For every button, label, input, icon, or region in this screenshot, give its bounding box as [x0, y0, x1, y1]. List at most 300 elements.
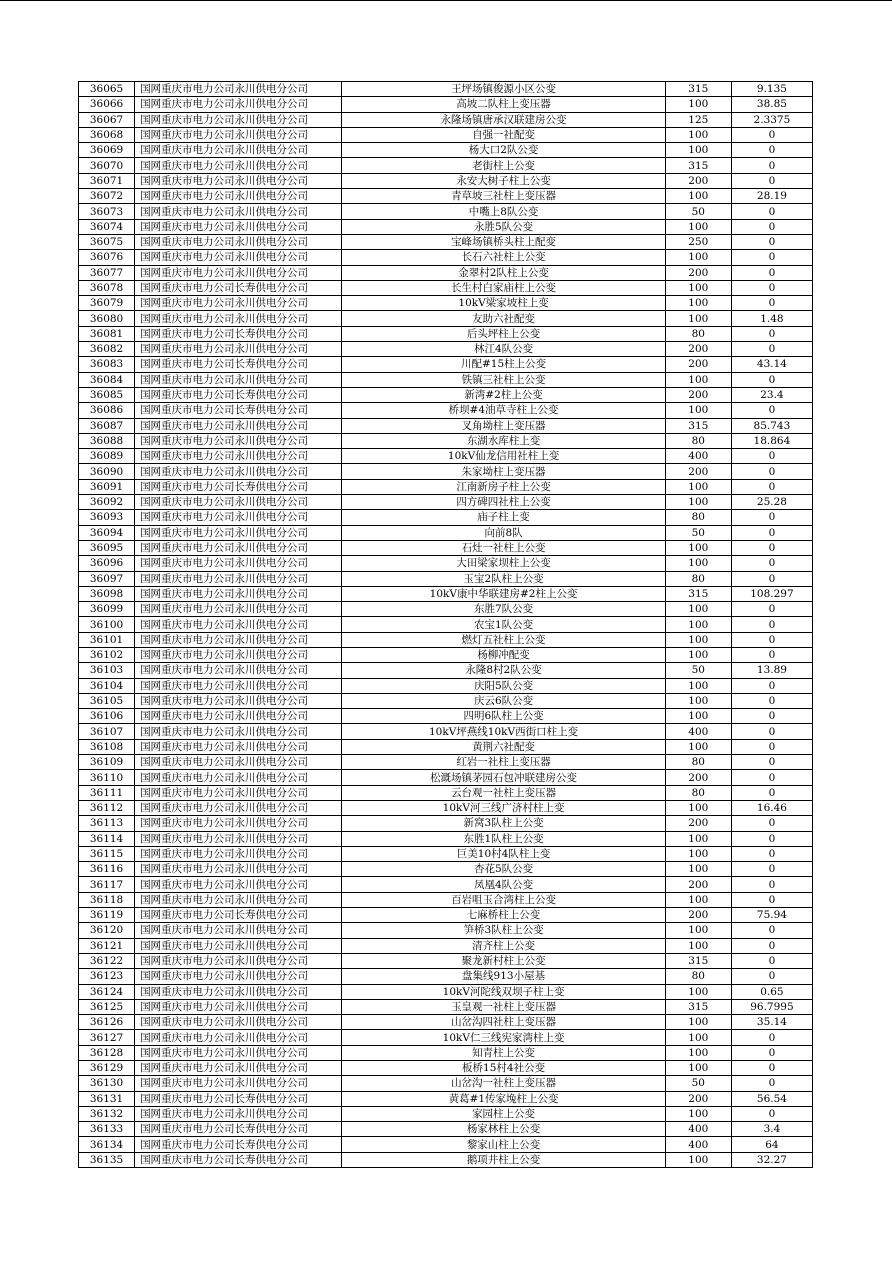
capacity-cell: 200 — [665, 464, 731, 479]
company-cell: 国网重庆市电力公司永川供电分公司 — [135, 617, 342, 632]
company-cell: 国网重庆市电力公司永川供电分公司 — [135, 1045, 342, 1060]
company-cell: 国网重庆市电力公司永川供电分公司 — [135, 984, 342, 999]
company-cell: 国网重庆市电力公司永川供电分公司 — [135, 112, 342, 127]
table-row — [79, 326, 813, 341]
row-id-cell: 36078 — [79, 280, 135, 295]
transformer-name-cell: 庆云6队公变 — [342, 693, 665, 708]
capacity-cell: 100 — [665, 831, 731, 846]
transformer-name-cell: 玉宝2队柱上公变 — [342, 571, 665, 586]
row-id-cell: 36095 — [79, 540, 135, 555]
company-cell: 国网重庆市电力公司永川供电分公司 — [135, 892, 342, 907]
table-row — [79, 234, 813, 249]
value-cell: 1.48 — [731, 311, 812, 326]
transformer-name-cell: 永安大树子柱上公变 — [342, 173, 665, 188]
transformer-name-cell: 东胜1队柱上公变 — [342, 831, 665, 846]
row-id-cell: 36120 — [79, 923, 135, 938]
row-id-cell: 36075 — [79, 234, 135, 249]
table-row — [79, 1015, 813, 1030]
value-cell: 0 — [731, 862, 812, 877]
value-cell: 0 — [731, 479, 812, 494]
table-row — [79, 97, 813, 112]
value-cell: 2.3375 — [731, 112, 812, 127]
value-cell: 0 — [731, 540, 812, 555]
table-row — [79, 816, 813, 831]
transformer-name-cell: 长生村白家庙柱上公变 — [342, 280, 665, 295]
row-id-cell: 36085 — [79, 387, 135, 402]
capacity-cell: 100 — [665, 693, 731, 708]
capacity-cell: 100 — [665, 678, 731, 693]
value-cell: 96.7995 — [731, 999, 812, 1014]
value-cell: 0 — [731, 1076, 812, 1091]
company-cell: 国网重庆市电力公司永川供电分公司 — [135, 525, 342, 540]
row-id-cell: 36084 — [79, 372, 135, 387]
capacity-cell: 50 — [665, 204, 731, 219]
row-id-cell: 36071 — [79, 173, 135, 188]
transformer-name-cell: 杨大口2队公变 — [342, 143, 665, 158]
row-id-cell: 36092 — [79, 495, 135, 510]
company-cell: 国网重庆市电力公司永川供电分公司 — [135, 204, 342, 219]
page-top-rule — [0, 0, 892, 1]
row-id-cell: 36113 — [79, 816, 135, 831]
row-id-cell: 36091 — [79, 479, 135, 494]
table-row — [79, 127, 813, 142]
value-cell: 0 — [731, 816, 812, 831]
transformer-name-cell: 黄荆六社配变 — [342, 739, 665, 754]
row-id-cell: 36067 — [79, 112, 135, 127]
transformer-name-cell: 鹅项井柱上公变 — [342, 1152, 665, 1167]
value-cell: 0 — [731, 785, 812, 800]
transformer-name-cell: 家园柱上公变 — [342, 1106, 665, 1121]
capacity-cell: 100 — [665, 250, 731, 265]
row-id-cell: 36103 — [79, 663, 135, 678]
value-cell: 0 — [731, 892, 812, 907]
capacity-cell: 315 — [665, 158, 731, 173]
capacity-cell: 100 — [665, 892, 731, 907]
row-id-cell: 36089 — [79, 449, 135, 464]
table-row — [79, 342, 813, 357]
company-cell: 国网重庆市电力公司永川供电分公司 — [135, 846, 342, 861]
company-cell: 国网重庆市电力公司永川供电分公司 — [135, 265, 342, 280]
capacity-cell: 80 — [665, 755, 731, 770]
capacity-cell: 200 — [665, 877, 731, 892]
row-id-cell: 36126 — [79, 1015, 135, 1030]
company-cell: 国网重庆市电力公司永川供电分公司 — [135, 234, 342, 249]
table-row — [79, 571, 813, 586]
transformer-name-cell: 10kV梁家坡柱上变 — [342, 296, 665, 311]
capacity-cell: 200 — [665, 342, 731, 357]
transformer-name-cell: 10kV仁三线宪家湾柱上变 — [342, 1030, 665, 1045]
capacity-cell: 100 — [665, 1030, 731, 1045]
company-cell: 国网重庆市电力公司永川供电分公司 — [135, 495, 342, 510]
company-cell: 国网重庆市电力公司长寿供电分公司 — [135, 280, 342, 295]
company-cell: 国网重庆市电力公司永川供电分公司 — [135, 938, 342, 953]
table-row — [79, 495, 813, 510]
value-cell: 85.743 — [731, 418, 812, 433]
row-id-cell: 36135 — [79, 1152, 135, 1167]
row-id-cell: 36087 — [79, 418, 135, 433]
value-cell: 13.89 — [731, 663, 812, 678]
table-row — [79, 831, 813, 846]
capacity-cell: 200 — [665, 908, 731, 923]
capacity-cell: 315 — [665, 418, 731, 433]
table-row — [79, 1061, 813, 1076]
value-cell: 0 — [731, 556, 812, 571]
capacity-cell: 100 — [665, 1045, 731, 1060]
row-id-cell: 36131 — [79, 1091, 135, 1106]
row-id-cell: 36074 — [79, 219, 135, 234]
table-row — [79, 846, 813, 861]
table-row — [79, 296, 813, 311]
company-cell: 国网重庆市电力公司永川供电分公司 — [135, 372, 342, 387]
capacity-cell: 250 — [665, 234, 731, 249]
transformer-name-cell: 10kV康中华联建房#2柱上公变 — [342, 586, 665, 601]
row-id-cell: 36090 — [79, 464, 135, 479]
table-row — [79, 984, 813, 999]
capacity-cell: 100 — [665, 219, 731, 234]
value-cell: 0 — [731, 158, 812, 173]
value-cell: 0 — [731, 1030, 812, 1045]
transformer-name-cell: 江南新房子柱上公变 — [342, 479, 665, 494]
value-cell: 0 — [731, 464, 812, 479]
table-row — [79, 770, 813, 785]
transformer-name-cell: 百岩咀玉合湾柱上公变 — [342, 892, 665, 907]
value-cell: 0 — [731, 678, 812, 693]
value-cell: 0 — [731, 204, 812, 219]
company-cell: 国网重庆市电力公司永川供电分公司 — [135, 999, 342, 1014]
company-cell: 国网重庆市电力公司永川供电分公司 — [135, 785, 342, 800]
row-id-cell: 36073 — [79, 204, 135, 219]
transformer-name-cell: 自强一社配变 — [342, 127, 665, 142]
company-cell: 国网重庆市电力公司永川供电分公司 — [135, 433, 342, 448]
value-cell: 35.14 — [731, 1015, 812, 1030]
company-cell: 国网重庆市电力公司永川供电分公司 — [135, 678, 342, 693]
table-row — [79, 311, 813, 326]
value-cell: 64 — [731, 1137, 812, 1152]
capacity-cell: 400 — [665, 724, 731, 739]
value-cell: 0 — [731, 739, 812, 754]
company-cell: 国网重庆市电力公司永川供电分公司 — [135, 97, 342, 112]
transformer-name-cell: 清齐柱上公变 — [342, 938, 665, 953]
capacity-cell: 315 — [665, 999, 731, 1014]
row-id-cell: 36116 — [79, 862, 135, 877]
table-row — [79, 617, 813, 632]
capacity-cell: 200 — [665, 1091, 731, 1106]
value-cell: 0 — [731, 693, 812, 708]
table-row — [79, 82, 813, 97]
table-row — [79, 938, 813, 953]
value-cell: 0 — [731, 755, 812, 770]
table-row — [79, 953, 813, 968]
capacity-cell: 100 — [665, 938, 731, 953]
company-cell: 国网重庆市电力公司永川供电分公司 — [135, 189, 342, 204]
transformer-name-cell: 庙子柱上变 — [342, 510, 665, 525]
row-id-cell: 36097 — [79, 571, 135, 586]
row-id-cell: 36121 — [79, 938, 135, 953]
table-row — [79, 387, 813, 402]
row-id-cell: 36111 — [79, 785, 135, 800]
table-row — [79, 785, 813, 800]
row-id-cell: 36068 — [79, 127, 135, 142]
value-cell: 0 — [731, 923, 812, 938]
table-row — [79, 280, 813, 295]
company-cell: 国网重庆市电力公司永川供电分公司 — [135, 510, 342, 525]
value-cell: 0 — [731, 265, 812, 280]
table-row — [79, 908, 813, 923]
row-id-cell: 36134 — [79, 1137, 135, 1152]
capacity-cell: 100 — [665, 97, 731, 112]
table-row — [79, 602, 813, 617]
transformer-name-cell: 10kV河陀线双坝子柱上变 — [342, 984, 665, 999]
capacity-cell: 80 — [665, 969, 731, 984]
row-id-cell: 36096 — [79, 556, 135, 571]
capacity-cell: 50 — [665, 525, 731, 540]
company-cell: 国网重庆市电力公司永川供电分公司 — [135, 311, 342, 326]
company-cell: 国网重庆市电力公司永川供电分公司 — [135, 663, 342, 678]
row-id-cell: 36127 — [79, 1030, 135, 1045]
transformer-name-cell: 中嘴上8队公变 — [342, 204, 665, 219]
company-cell: 国网重庆市电力公司长寿供电分公司 — [135, 403, 342, 418]
capacity-cell: 100 — [665, 846, 731, 861]
table-row — [79, 663, 813, 678]
table-row — [79, 800, 813, 815]
company-cell: 国网重庆市电力公司永川供电分公司 — [135, 1076, 342, 1091]
row-id-cell: 36102 — [79, 647, 135, 662]
company-cell: 国网重庆市电力公司永川供电分公司 — [135, 1030, 342, 1045]
transformer-name-cell: 山岔沟四社柱上变压器 — [342, 1015, 665, 1030]
value-cell: 0 — [731, 709, 812, 724]
company-cell: 国网重庆市电力公司永川供电分公司 — [135, 219, 342, 234]
company-cell: 国网重庆市电力公司永川供电分公司 — [135, 342, 342, 357]
value-cell: 0 — [731, 525, 812, 540]
value-cell: 18.864 — [731, 433, 812, 448]
value-cell: 0 — [731, 770, 812, 785]
capacity-cell: 315 — [665, 82, 731, 97]
capacity-cell: 80 — [665, 785, 731, 800]
capacity-cell: 100 — [665, 984, 731, 999]
capacity-cell: 315 — [665, 586, 731, 601]
transformer-name-cell: 永隆场镇唐承汉联建房公变 — [342, 112, 665, 127]
capacity-cell: 100 — [665, 1015, 731, 1030]
table-row — [79, 112, 813, 127]
transformer-name-cell: 桥坝#4油草寺柱上公变 — [342, 403, 665, 418]
table-row — [79, 143, 813, 158]
company-cell: 国网重庆市电力公司永川供电分公司 — [135, 82, 342, 97]
row-id-cell: 36133 — [79, 1122, 135, 1137]
row-id-cell: 36117 — [79, 877, 135, 892]
table-row — [79, 265, 813, 280]
transformer-name-cell: 10kV坪燕线10kV西街口柱上变 — [342, 724, 665, 739]
capacity-cell: 100 — [665, 1152, 731, 1167]
company-cell: 国网重庆市电力公司永川供电分公司 — [135, 143, 342, 158]
table-row — [79, 724, 813, 739]
company-cell: 国网重庆市电力公司长寿供电分公司 — [135, 1137, 342, 1152]
capacity-cell: 100 — [665, 143, 731, 158]
transformer-name-cell: 杨家林柱上公变 — [342, 1122, 665, 1137]
row-id-cell: 36115 — [79, 846, 135, 861]
capacity-cell: 315 — [665, 953, 731, 968]
company-cell: 国网重庆市电力公司长寿供电分公司 — [135, 326, 342, 341]
capacity-cell: 80 — [665, 571, 731, 586]
company-cell: 国网重庆市电力公司永川供电分公司 — [135, 296, 342, 311]
capacity-cell: 100 — [665, 495, 731, 510]
company-cell: 国网重庆市电力公司长寿供电分公司 — [135, 1091, 342, 1106]
transformer-name-cell: 永胜5队公变 — [342, 219, 665, 234]
transformer-name-cell: 杏花5队公变 — [342, 862, 665, 877]
transformer-name-cell: 巨美10村4队柱上变 — [342, 846, 665, 861]
company-cell: 国网重庆市电力公司永川供电分公司 — [135, 571, 342, 586]
row-id-cell: 36098 — [79, 586, 135, 601]
value-cell: 0 — [731, 280, 812, 295]
capacity-cell: 125 — [665, 112, 731, 127]
transformer-name-cell: 石灶一社柱上公变 — [342, 540, 665, 555]
row-id-cell: 36099 — [79, 602, 135, 617]
capacity-cell: 100 — [665, 923, 731, 938]
company-cell: 国网重庆市电力公司永川供电分公司 — [135, 173, 342, 188]
value-cell: 0.65 — [731, 984, 812, 999]
table-row — [79, 709, 813, 724]
company-cell: 国网重庆市电力公司永川供电分公司 — [135, 1015, 342, 1030]
company-cell: 国网重庆市电力公司永川供电分公司 — [135, 250, 342, 265]
transformer-name-cell: 长石六社柱上公变 — [342, 250, 665, 265]
transformer-name-cell: 盘集线913小屋基 — [342, 969, 665, 984]
row-id-cell: 36118 — [79, 892, 135, 907]
capacity-cell: 100 — [665, 862, 731, 877]
table-row — [79, 586, 813, 601]
capacity-cell: 100 — [665, 1061, 731, 1076]
transformer-name-cell: 七麻桥柱上公变 — [342, 908, 665, 923]
company-cell: 国网重庆市电力公司永川供电分公司 — [135, 862, 342, 877]
transformer-name-cell: 川配#15柱上公变 — [342, 357, 665, 372]
table-row — [79, 418, 813, 433]
capacity-cell: 100 — [665, 127, 731, 142]
transformer-name-cell: 宝峰场镇桥头柱上配变 — [342, 234, 665, 249]
transformer-name-cell: 东胜7队公变 — [342, 602, 665, 617]
company-cell: 国网重庆市电力公司永川供电分公司 — [135, 464, 342, 479]
value-cell: 0 — [731, 372, 812, 387]
company-cell: 国网重庆市电力公司永川供电分公司 — [135, 647, 342, 662]
row-id-cell: 36088 — [79, 433, 135, 448]
company-cell: 国网重庆市电力公司永川供电分公司 — [135, 449, 342, 464]
table-row — [79, 250, 813, 265]
capacity-cell: 100 — [665, 1106, 731, 1121]
row-id-cell: 36109 — [79, 755, 135, 770]
transformer-name-cell: 庆阳5队公变 — [342, 678, 665, 693]
company-cell: 国网重庆市电力公司永川供电分公司 — [135, 1106, 342, 1121]
company-cell: 国网重庆市电力公司永川供电分公司 — [135, 724, 342, 739]
transformer-name-cell: 10kV河三线广济村柱上变 — [342, 800, 665, 815]
value-cell: 0 — [731, 127, 812, 142]
table-row — [79, 357, 813, 372]
row-id-cell: 36129 — [79, 1061, 135, 1076]
transformer-name-cell: 老街柱上公变 — [342, 158, 665, 173]
table-row — [79, 647, 813, 662]
company-cell: 国网重庆市电力公司永川供电分公司 — [135, 969, 342, 984]
value-cell: 0 — [731, 969, 812, 984]
transformer-name-cell: 青草坡三社柱上变压器 — [342, 189, 665, 204]
value-cell: 28.19 — [731, 189, 812, 204]
table-row — [79, 525, 813, 540]
value-cell: 0 — [731, 296, 812, 311]
capacity-cell: 50 — [665, 1076, 731, 1091]
transformer-name-cell: 知青柱上公变 — [342, 1045, 665, 1060]
capacity-cell: 100 — [665, 739, 731, 754]
table-row — [79, 1106, 813, 1121]
table-row — [79, 173, 813, 188]
value-cell: 56.54 — [731, 1091, 812, 1106]
capacity-cell: 200 — [665, 770, 731, 785]
table-row — [79, 479, 813, 494]
row-id-cell: 36110 — [79, 770, 135, 785]
value-cell: 3.4 — [731, 1122, 812, 1137]
table-row — [79, 158, 813, 173]
value-cell: 0 — [731, 953, 812, 968]
row-id-cell: 36108 — [79, 739, 135, 754]
value-cell: 0 — [731, 831, 812, 846]
company-cell: 国网重庆市电力公司永川供电分公司 — [135, 709, 342, 724]
capacity-cell: 80 — [665, 433, 731, 448]
transformer-name-cell: 云台观一社柱上变压器 — [342, 785, 665, 800]
value-cell: 0 — [731, 1061, 812, 1076]
table-row — [79, 510, 813, 525]
company-cell: 国网重庆市电力公司永川供电分公司 — [135, 923, 342, 938]
transformer-name-cell: 叉角坳柱上变压器 — [342, 418, 665, 433]
value-cell: 0 — [731, 250, 812, 265]
table-row — [79, 540, 813, 555]
capacity-cell: 200 — [665, 816, 731, 831]
value-cell: 0 — [731, 846, 812, 861]
transformer-name-cell: 松溉场镇茅园石包冲联建房公变 — [342, 770, 665, 785]
transformer-name-cell: 聚龙新村柱上公变 — [342, 953, 665, 968]
row-id-cell: 36123 — [79, 969, 135, 984]
row-id-cell: 36081 — [79, 326, 135, 341]
capacity-cell: 100 — [665, 403, 731, 418]
company-cell: 国网重庆市电力公司永川供电分公司 — [135, 770, 342, 785]
transformer-name-cell: 山岔沟一社柱上变压器 — [342, 1076, 665, 1091]
table-row — [79, 464, 813, 479]
company-cell: 国网重庆市电力公司永川供电分公司 — [135, 127, 342, 142]
table-row — [79, 693, 813, 708]
row-id-cell: 36069 — [79, 143, 135, 158]
capacity-cell: 400 — [665, 1122, 731, 1137]
transformer-name-cell: 王坪场镇俊源小区公变 — [342, 82, 665, 97]
capacity-cell: 100 — [665, 311, 731, 326]
transformer-name-cell: 农宝1队公变 — [342, 617, 665, 632]
value-cell: 0 — [731, 342, 812, 357]
value-cell: 32.27 — [731, 1152, 812, 1167]
transformer-name-cell: 黄葛#1传家堍柱上公变 — [342, 1091, 665, 1106]
value-cell: 0 — [731, 219, 812, 234]
company-cell: 国网重庆市电力公司永川供电分公司 — [135, 739, 342, 754]
value-cell: 25.28 — [731, 495, 812, 510]
table-row — [79, 219, 813, 234]
transformer-name-cell: 向前8队 — [342, 525, 665, 540]
value-cell: 0 — [731, 647, 812, 662]
row-id-cell: 36107 — [79, 724, 135, 739]
capacity-cell: 100 — [665, 632, 731, 647]
value-cell: 0 — [731, 403, 812, 418]
transformer-name-cell: 东湖水库柱上变 — [342, 433, 665, 448]
company-cell: 国网重庆市电力公司永川供电分公司 — [135, 602, 342, 617]
row-id-cell: 36077 — [79, 265, 135, 280]
transformer-name-cell: 新湾#2柱上公变 — [342, 387, 665, 402]
row-id-cell: 36132 — [79, 1106, 135, 1121]
table-row — [79, 1152, 813, 1167]
capacity-cell: 80 — [665, 326, 731, 341]
value-cell: 0 — [731, 571, 812, 586]
table-row — [79, 892, 813, 907]
table-row — [79, 923, 813, 938]
value-cell: 0 — [731, 617, 812, 632]
